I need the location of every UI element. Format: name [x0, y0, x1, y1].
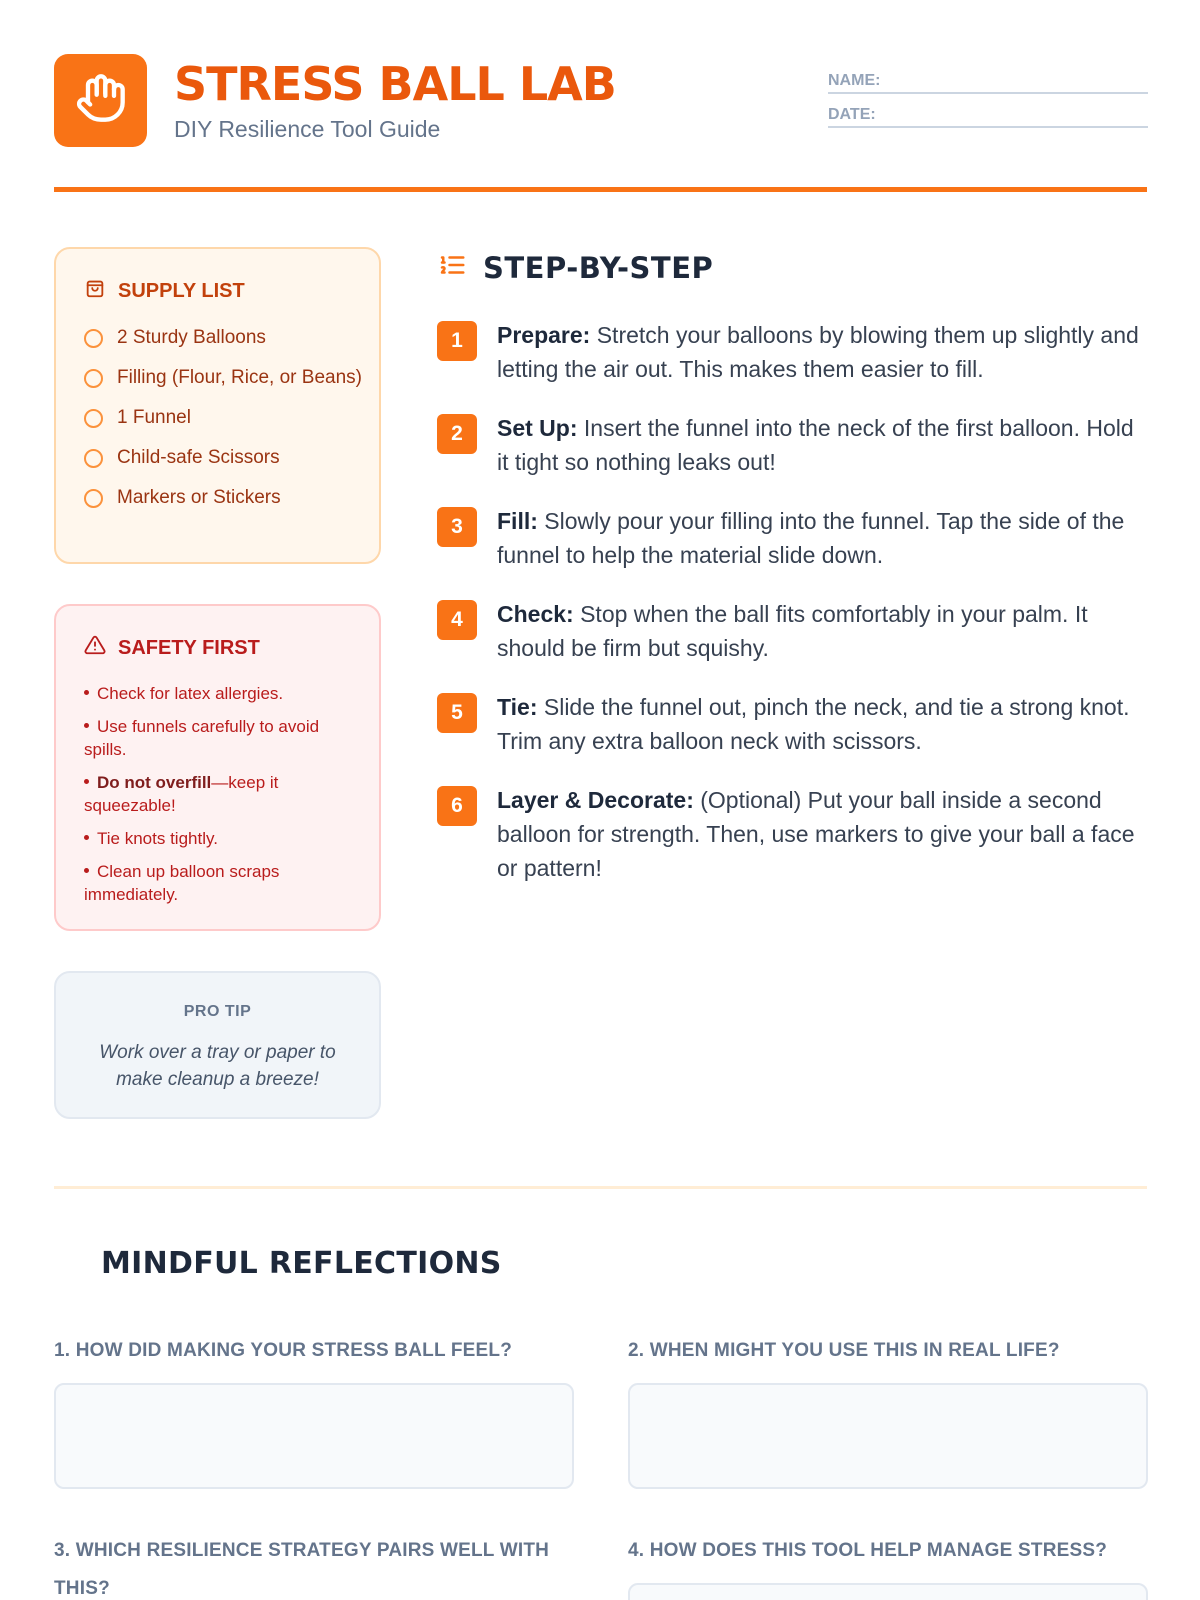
- safety-heading: [84, 634, 260, 662]
- supply-list: [84, 325, 364, 525]
- step-number-badge: 6: [437, 786, 477, 826]
- reflections-title: MINDFUL REFLECTIONS: [101, 1246, 502, 1281]
- reflection-question-2: 2. WHEN MIGHT YOU USE THIS IN REAL LIFE?: [628, 1340, 1060, 1361]
- step-text: Fill: Slowly pour your filling into the funnel. Tap the side of the funnel to help the material slide down.: [497, 508, 1125, 568]
- list-item: Use funnels carefully to avoid spills.: [84, 717, 320, 759]
- list-item: Clean up balloon scraps immediately.: [84, 862, 280, 904]
- header-rule: [54, 187, 1147, 192]
- checkbox-circle-icon[interactable]: [84, 489, 103, 508]
- reflection-answer-4[interactable]: [628, 1583, 1148, 1600]
- list-item[interactable]: [84, 485, 364, 511]
- section-divider: [54, 1186, 1147, 1189]
- step-number-badge: 4: [437, 600, 477, 640]
- supply-list-card: [54, 247, 381, 564]
- step-text: Tie: Slide the funnel out, pinch the neck, and tie a strong knot. Trim any extra balloon neck with scissors.: [497, 694, 1130, 754]
- step-text: Check: Stop when the ball fits comfortably in your palm. It should be firm but squishy.: [497, 601, 1088, 661]
- supply-item-label: Child-safe Scissors: [117, 447, 280, 468]
- list-item: Tie knots tightly.: [84, 827, 364, 850]
- pro-tip-text: Work over a tray or paper to make cleanup a breeze!: [99, 1042, 336, 1090]
- steps-heading: [437, 250, 713, 285]
- checkbox-circle-icon[interactable]: [84, 369, 103, 388]
- step-number-badge: 5: [437, 693, 477, 733]
- reflection-answer-1[interactable]: [54, 1383, 574, 1489]
- list-item[interactable]: [84, 405, 364, 431]
- checkbox-circle-icon[interactable]: [84, 449, 103, 468]
- safety-title: SAFETY FIRST: [118, 636, 260, 659]
- list-item[interactable]: [84, 365, 364, 391]
- bag-icon: [84, 277, 106, 305]
- reflection-question-1: 1. HOW DID MAKING YOUR STRESS BALL FEEL?: [54, 1340, 513, 1361]
- reflection-answer-2[interactable]: [628, 1383, 1148, 1489]
- page-subtitle: DIY Resilience Tool Guide: [174, 116, 441, 142]
- step-text: Prepare: Stretch your balloons by blowing them up slightly and letting the air out. This makes them easier to fill.: [497, 322, 1139, 382]
- supply-item-label: 2 Sturdy Balloons: [117, 327, 266, 348]
- supply-item-label: Markers or Stickers: [117, 487, 281, 508]
- supply-item-label: Filling (Flour, Rice, or Beans): [117, 367, 362, 388]
- hand-icon: [75, 72, 127, 129]
- step-number-badge: 2: [437, 414, 477, 454]
- pro-tip-label: PRO TIP: [183, 1003, 252, 1020]
- page-header: [54, 54, 1147, 150]
- list-item: Check for latex allergies.: [84, 682, 364, 705]
- step-text: Set Up: Insert the funnel into the neck of the first balloon. Hold it tight so nothing leaks out!: [497, 415, 1134, 475]
- pro-tip-card: [54, 971, 381, 1119]
- warning-icon: [84, 634, 106, 662]
- numbered-list-icon: [437, 250, 467, 285]
- date-field[interactable]: DATE:: [828, 106, 1148, 128]
- checkbox-circle-icon[interactable]: [84, 409, 103, 428]
- reflection-question-3: 3. WHICH RESILIENCE STRATEGY PAIRS WELL WITH THIS?: [54, 1540, 550, 1599]
- step-number-badge: 3: [437, 507, 477, 547]
- safety-list: [84, 682, 364, 916]
- supply-list-title: SUPPLY LIST: [118, 279, 245, 302]
- step-number-badge: 1: [437, 321, 477, 361]
- checkbox-circle-icon[interactable]: [84, 329, 103, 348]
- steps-title: STEP-BY-STEP: [483, 250, 714, 285]
- reflection-question-4: 4. HOW DOES THIS TOOL HELP MANAGE STRESS?: [628, 1540, 1108, 1561]
- name-field[interactable]: NAME:: [828, 72, 1148, 94]
- page-title: STRESS BALL LAB: [174, 57, 616, 111]
- list-item[interactable]: [84, 445, 364, 471]
- list-item[interactable]: [84, 325, 364, 351]
- logo: [54, 54, 147, 147]
- safety-card: [54, 604, 381, 931]
- step-text: Layer & Decorate: (Optional) Put your ball inside a second balloon for strength. Then, use markers to give your ball a face or pattern!: [497, 787, 1135, 881]
- supply-list-heading: [84, 277, 245, 305]
- list-item: Do not overfill—keep it squeezable!: [84, 773, 279, 815]
- supply-item-label: 1 Funnel: [117, 407, 191, 428]
